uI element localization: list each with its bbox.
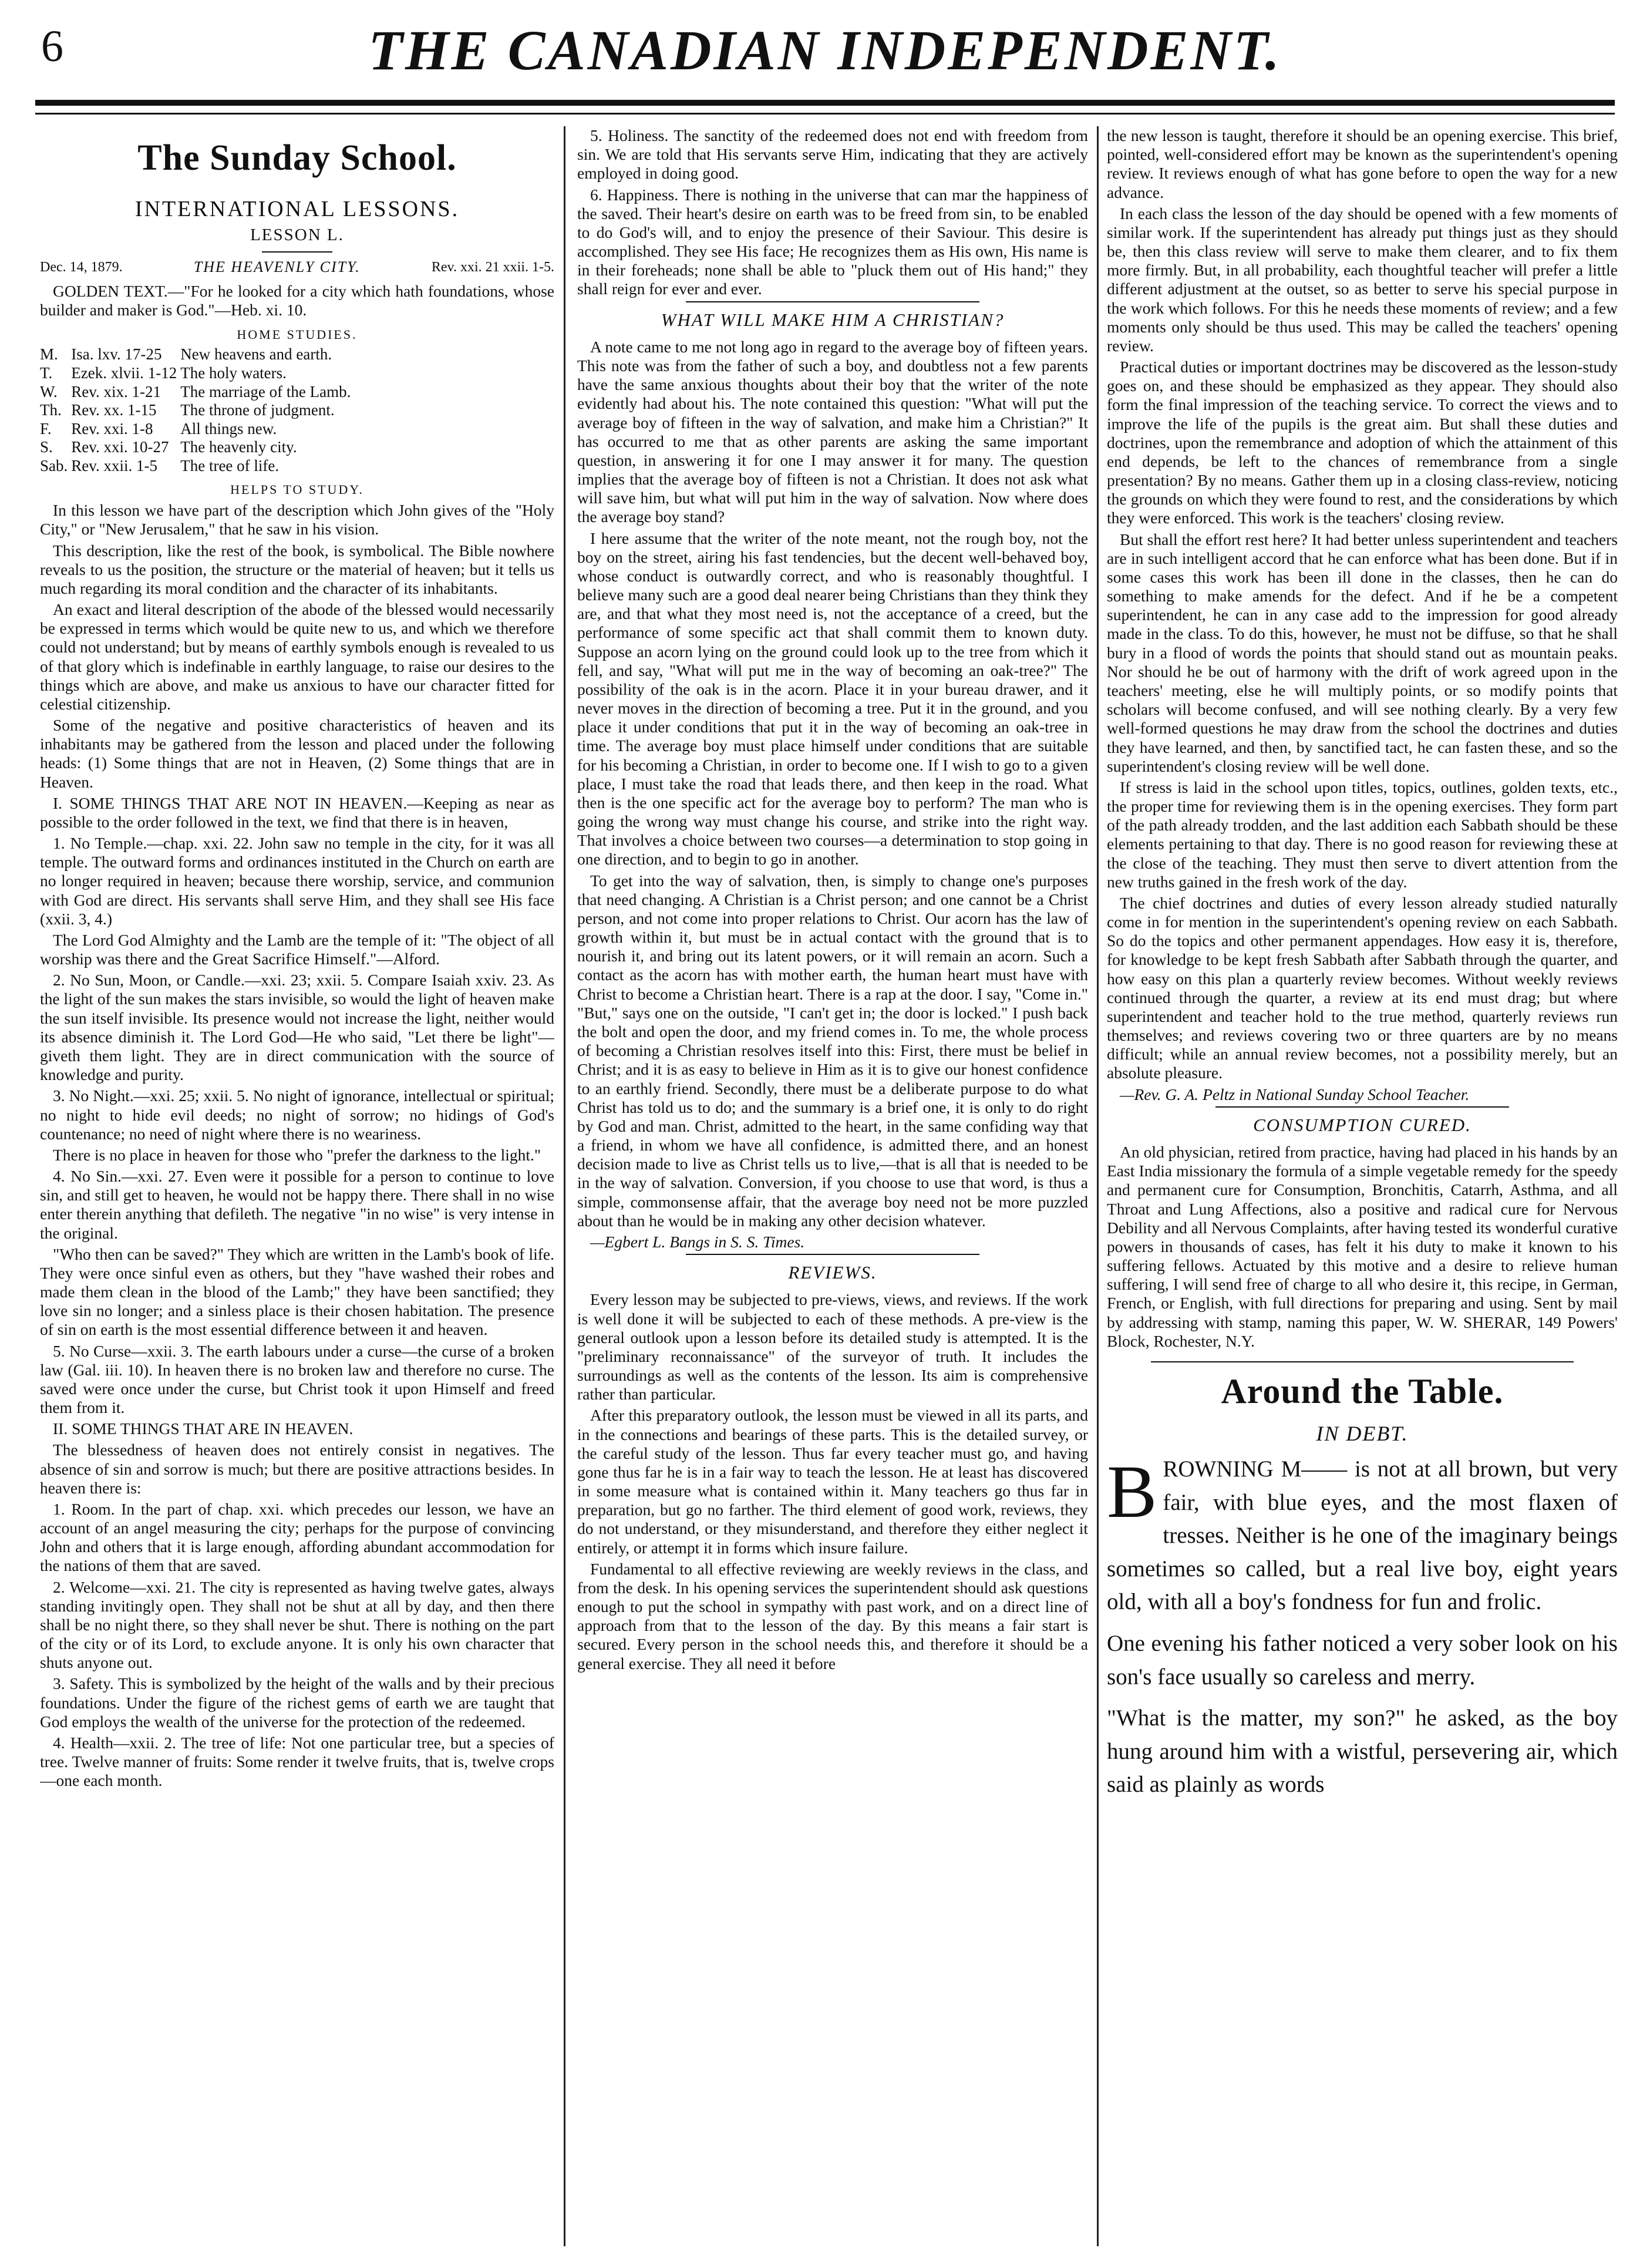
paragraph: I. SOME THINGS THAT ARE NOT IN HEAVEN.—Keeping as near as possible to the order followed in the text, we find that there is in heaven, [40,793,554,831]
lesson-scripture: Rev. xxi. 21 xxii. 1-5. [431,260,554,275]
column-3 [1107,126,1618,2252]
paragraph: 3. No Night.—xxi. 25; xxii. 5. No night of ignorance, intellectual or spiritual; no night to hide evil deeds; no night of sorrow; no hidings of God's countenance; no need of night where there is no weariness. [40,1086,554,1143]
paragraph: If stress is laid in the school upon titles, topics, outlines, golden texts, etc., the proper time for reviewing them is in the opening exercises. They form part of the path already trodden, and the last addition each Sabbath should be these elements pertaining to that day. There is no good reason for reviewing these at the close of the teaching. They must then serve to divert attention from the new truths gained in the fresh work of the day. [1107,778,1618,891]
table-row: S. Rev. xxi. 10-27 The heavenly city. [40,438,297,456]
table-row: W. Rev. xix. 1-21 The marriage of the Lamb. [40,382,351,401]
drop-cap: B [1107,1450,1157,1534]
divider [262,251,332,253]
paragraph: In each class the lesson of the day should be opened with a few moments of similar work. If the superintendent has already put things just as they should be, then this class review will serve to make them clearer, and to fix them more firmly. But, in all probability, each thoughtful teacher will prefer a little different adjustment at the outset, so as better to serve his special purpose in the work which follows. For this he needs these moments of review; and a few moments only should be thus used. This may be called the teachers' opening review. [1107,204,1618,355]
paragraph: To get into the way of salvation, then, is simply to change one's purposes that need changing. A Christian is a Christ person; and one cannot be a Christ person, and not come into proper relations to Christ. Our acorn has the law of growth within it, but must be in actual contact with the ground that is to nourish it, and bring out its latent powers, or it will remain an acorn. Such a contact as the acorn has with mother earth, the human heart must have with Christ to become a Christian heart. There is a rap at the door. I say, "Come in." "But," says one on the outside, "I can't get in; the door is locked." I push back the bolt and open the door, and my friend comes in. To me, the whole process of becoming a Christian resolves itself into this: First, there must be belief in Christ; and it is as easy to believe in Him as it is to give our honest confidence to an earthly friend. Secondly, there must be a deliberate purpose to do what Christ has told us to do; and the summary is a brief one, it is only to do right by God and man. Christ, admitted to the heart, in the same confiding way that a friend, in whom we have all confidence, is admitted there, and an honest decision made to live as Christ tells us to live,—that is all that is needed to be in the way of salvation. Conversion, if you choose to use that word, is thus a simple, commonsense affair, that the average boy need not be more puzzled about than he would be in making any other decision whatever. [577,871,1088,1230]
paragraph: I here assume that the writer of the note meant, not the rough boy, not the boy on the street, airing his fast tendencies, but the decent well-behaved boy, whose conduct is outwardly correct, and who is reasonably thoughtful. I believe many such are a good deal nearer being Christians than they think they are, and that what they most need is, not the acceptance of a creed, but the performance of some specific act that shall commit them to known duty. Suppose an acorn lying on the ground could look up to the tree from which it fell, and say, "What will put me in the way of becoming an oak-tree?" The possibility of the oak is in the acorn. Place it in your bureau drawer, and it never moves in the direction of becoming a tree. Put it in the ground, and you place it under conditions that put it in the way of becoming an oak-tree in time. The average boy must place himself under conditions that are suitable for his becoming a Christian, in order to become one. If I wish to go to a given place, I must take the road that leads there, and then keep in the road. What then is the one specific act for the average boy to perform? The man who is going the wrong way must change his course, and strike into the right way. That involves a choice between two courses—a determination to stop going in one direction, and to begin to go in another. [577,529,1088,869]
table-row: Sab. Rev. xxii. 1-5 The tree of life. [40,456,280,475]
table-row: F. Rev. xxi. 1-8 All things new. [40,419,277,438]
helps-body [40,501,554,1790]
paragraph: This description, like the rest of the book, is symbolical. The Bible nowhere reveals to us the position, the structure or the material of heaven; but it tells us much regarding its moral condition and the character of its inhabitants. [40,541,554,597]
paragraph: Fundamental to all effective reviewing are weekly reviews in the class, and from the desk. In his opening services the superintendent should ask questions enough to put the school in sympathy with past work, and on a direct line of approach from that to the lesson of the day. By this means a fair start is secured. Every person in the school needs this, and therefore it should be a general exercise. They all need it before [577,1559,1088,1673]
table-row: Th. Rev. xx. 1-15 The throne of judgment. [40,401,335,419]
advertisement-text: An old physician, retired from practice, having had placed in his hands by an East India missionary the formula of a simple vegetable remedy for the speedy and permanent cure for Consumption, Bronchitis, Catarrh, Asthma, and all Throat and Lung Affections, also a positive and radical cure for Nervous Debility and all Nervous Complaints, after having tested its wonderful curative powers in thousands of cases, has felt it his duty to make it known to his suffering fellows. Actuated by this motive and a desire to relieve human suffering, I will send free of charge to all who desire it, this recipe, in German, French, or English, with full directions for preparing and using. Sent by mail by addressing with stamp, naming this paper, W. W. SHERAR, 149 Powers' Block, Rochester, N.Y. [1107,1143,1618,1350]
masthead-title: THE CANADIAN INDEPENDENT. [368,19,1282,82]
lesson-number: LESSON L. [250,225,344,244]
header-rule-thick [35,100,1615,106]
column-divider [564,126,565,2246]
home-studies-heading: HOME STUDIES. [237,327,358,342]
column-1 [40,126,554,2252]
divider [1215,1106,1509,1108]
lesson-info [40,258,554,276]
paragraph: Practical duties or important doctrines may be discovered as the lesson-study goes on, and these should be emphasized as they appear. They should also form the final impression of the teaching service. To correct the views and to improve the life of the pupils is the great aim. But shall these duties and doctrines, upon the remembrance and adoption of which the attainment of this end depends, be left to the chances of remembrance from a single presentation? By no means. Gather them up in a closing class-review, noticing the grounds on which they were found to rest, and the considerations by which they were enforced. This work is the teachers' closing review. [1107,358,1618,527]
paragraph: The blessedness of heaven does not entirely consist in negatives. The absence of sin and sorrow is much; but there are positive attractions besides. In heaven there is: [40,1441,554,1497]
lesson-title: THE HEAVENLY CITY. [193,258,361,275]
page-header [35,18,1615,94]
paragraph: 4. Health—xxii. 2. The tree of life: Not one particular tree, but a species of tree. Twelve manner of fruits: Some render it twelve fruits, that is, twelve crops—one each month. [40,1734,554,1790]
paragraph: 6. Happiness. There is nothing in the universe that can mar the happiness of the saved. Their heart's desire on earth was to be freed from sin, to be enabled to do God's will, and to enjoy the presence of their Saviour. This desire is accomplished. They see His face; He recognizes them as His own, His name is in their foreheads; none shall be able to "pluck them out of His hand;" they shall reign for ever and ever. [577,185,1088,298]
paragraph: A note came to me not long ago in regard to the average boy of fifteen years. This note was from the father of such a boy, and doubtless not a few parents have the same anxious thoughts about their boy that the writer of the note evidently had about his. The note contained this question: "What will put the average boy of fifteen in the way of salvation, and make him a Christian?" It has occurred to me that as other parents are asking the same important question, in answering it for one I may answer it for many. The question implies that the average boy of fifteen is not a Christian. It does not ask what will save him, but what will put him in the way of salvation. Now where does the average boy stand? [577,337,1088,526]
paragraph: In this lesson we have part of the description which John gives of the "Holy City," or "New Jerusalem," that he saw in his vision. [40,501,554,539]
paragraph: After this preparatory outlook, the lesson must be viewed in all its parts, and in the connections and bearings of these parts. This is the detailed survey, or the careful study of the lesson. Thus far every teacher must go, and having gone thus far he is in a fair way to teach the lesson. He at least has discovered in some measure what is contained within it. Many teachers go thus far in preparation, but go no farther. The third element of good work, reviews, they do not understand, or they misunderstand, and therefore they either neglect it entirely, or attempt it in forms which insure failure. [577,1406,1088,1557]
section-heading-around-the-table: Around the Table. [1221,1371,1504,1411]
story-paragraph: "What is the matter, my son?" he asked, as the boy hung around him with a wistful, persevering air, which said as plainly as words [1107,1705,1618,1798]
story-body [1107,1450,1618,1801]
paragraph: 3. Safety. This is symbolized by the height of the walls and by their precious foundations. Under the figure of the richest gems of earth we are taught that God employs the wealth of the universe for the protection of the redeemed. [40,1674,554,1731]
divider [686,301,979,302]
paragraph: 5. Holiness. The sanctity of the redeemed does not end with freedom from sin. We are told that His servants serve Him, indicating that they are actively employed in doing good. [577,126,1088,183]
table-row: T. Ezek. xlvii. 1-12 The holy waters. [40,364,287,382]
story-paragraph: One evening his father noticed a very sober look on his son's face usually so careless and merry. [1107,1630,1618,1690]
paragraph: the new lesson is taught, therefore it should be an opening exercise. This brief, pointed, well-considered effort may be known as the superintendent's opening review. It reviews enough of what has gone before to open the way for a new advance. [1107,126,1618,201]
article-title-consumption: CONSUMPTION CURED. [1253,1114,1471,1135]
paragraph: The chief doctrines and duties of every lesson already studied naturally come in for mention in the superintendent's opening review on each Sabbath. So do the topics and other permanent appendages. How easy it is, therefore, for knowledge to be kept fresh Sabbath after Sabbath through the quarter, and how easy on this plan a quarterly review becomes. Without weekly reviews continued through the quarter, a review at its end must drag; but where superintendent and teacher hold to the true method, quarterly reviews run themselves; and reviews covering two or three quarters are by no means difficult; while an annual review becomes, not a possibility merely, but an absolute pleasure. [1107,893,1618,1082]
story-paragraph: BROWNING M—— is not at all brown, but very fair, with blue eyes, and the most flaxen of tresses. Neither is he one of the imaginary beings sometimes so called, but a real live boy, eight years old, with all a boy's fondness for fun and frolic. [1107,1450,1618,1615]
paragraph: 1. No Temple.—chap. xxi. 22. John saw no temple in the city, for it was all temple. The outward forms and ordinances instituted in the Church on earth are no longer required in heaven; because there worship, service, and communion with God are direct. His servants shall serve Him, and they shall see His face (xxii. 3, 4.) [40,834,554,928]
lesson-date: Dec. 14, 1879. [40,260,123,275]
helps-to-study-heading: HELPS TO STUDY. [230,482,364,497]
paragraph: 4. No Sin.—xxi. 27. Even were it possible for a person to continue to love sin, and still get to heaven, he would not be happy there. There shall in no wise enter therein anything that defileth. The negative "in no wise" is very intense in the original. [40,1167,554,1242]
international-lessons-heading: INTERNATIONAL LESSONS. [134,196,460,221]
page-number: 6 [41,22,63,71]
paragraph: An exact and literal description of the abode of the blessed would necessarily be expressed in terms which would be quite new to us, and which we therefore could not understand; but by means of earthly symbols enough is revealed to us of that glory which is indefinable in earthly language, to raise our desires to the things which are above, and make us anxious to have our character fitted for celestial citizenship. [40,600,554,713]
paragraph: Every lesson may be subjected to pre-views, views, and reviews. If the work is well done it will be subjected to each of these methods. A pre-view is the general outlook upon a lesson before its detailed study is attempted. It is the "preliminary reconnaissance" of the surveyor of truth. It includes the surroundings as well as the contents of the lesson. Its aim is comprehensive rather than particular. [577,1290,1088,1404]
article-title-reviews: REVIEWS. [788,1262,877,1283]
paragraph: II. SOME THINGS THAT ARE IN HEAVEN. [53,1419,353,1438]
home-studies-table [40,345,354,475]
section-heading-sunday-school: The Sunday School. [137,138,457,178]
golden-text: GOLDEN TEXT.—"For he looked for a city which hath foundations, whose builder and maker is God."—Heb. xi. 10. [40,282,554,319]
header-rule-thin [35,113,1615,115]
column-divider [1097,126,1099,2246]
paragraph: 2. No Sun, Moon, or Candle.—xxi. 23; xxii. 5. Compare Isaiah xxiv. 23. As the light of the sun makes the stars invisible, so would the light of heaven make the sun itself invisible. Its presence would not increase the light, neither would its absence diminish it. The Lord God—He who said, "Let there be light"—giveth them light. They are in direct communication with the source of knowledge and purity. [40,971,554,1084]
story-title: IN DEBT. [1316,1422,1409,1446]
article-signature: —Egbert L. Bangs in S. S. Times. [590,1232,805,1251]
table-row: M. Isa. lxv. 17-25 New heavens and earth. [40,345,332,364]
paragraph: But shall the effort rest here? It had better unless superintendent and teachers are in such intelligent accord that he can enforce what has been done. But if in some cases this work has been ill done in the classes, then he can do something to make amends for the defect. And if he be a competent superintendent, he can in any case add to the impression for good already made in the class. To do this, however, he must not be diffuse, so that he shall bury in a flood of words the points that should stand out as mountain peaks. Nor should he be out of harmony with the drift of work agreed upon in the teachers' meeting, else he will multiply points, or so modify points that scholars will become confused, and will see nothing clearly. By a very few well-formed questions he may draw from the school the doctrines and duties they have learned, and then, by sanctified tact, he can fasten these, and so the superintendent's closing review will be well done. [1107,530,1618,775]
paragraph: There is no place in heaven for those who "prefer the darkness to the light." [53,1145,541,1164]
column-2 [577,126,1088,2252]
paragraph: Some of the negative and positive characteristics of heaven and its inhabitants may be gathered from the lesson and placed under the following heads: (1) Some things that are not in Heaven, (2) Some things that are in Heaven. [40,716,554,791]
paragraph: The Lord God Almighty and the Lamb are the temple of it: "The object of all worship was there and the Great Sacrifice Himself."—Alford. [40,930,554,968]
divider [1151,1361,1574,1362]
article-title-christian: WHAT WILL MAKE HIM A CHRISTIAN? [661,309,1005,330]
paragraph: 2. Welcome—xxi. 21. The city is represented as having twelve gates, always standing invitingly open. They shall not be shut at all by day, and then there shall be no night there, so they shall never be shut. There is nothing on the part of the city or of its Lord, to exclude anyone. It is only his own character that shuts anyone out. [40,1577,554,1672]
paragraph: 5. No Curse—xxii. 3. The earth labours under a curse—the curse of a broken law (Gal. iii. 10). In heaven there is no broken law and therefore no curse. The saved were once under the curse, but Christ took it upon Himself and freed them from it. [40,1341,554,1417]
article-signature: —Rev. G. A. Peltz in National Sunday School Teacher. [1120,1085,1470,1103]
divider [686,1254,979,1255]
paragraph: 1. Room. In the part of chap. xxi. which precedes our lesson, we have an account of an angel measuring the city; perhaps for the purpose of convincing John and others that it is large enough, affording abundant accommodation for the nations of them that are saved. [40,1499,554,1575]
paragraph: "Who then can be saved?" They which are written in the Lamb's book of life. They were once sinful even as others, but they "have washed their robes and made them clean in the blood of the Lamb;" they have been sanctified; they love sin no longer; and a sinless place is their chosen habitation. The presence of sin on earth is the most essential difference between it and heaven. [40,1244,554,1339]
